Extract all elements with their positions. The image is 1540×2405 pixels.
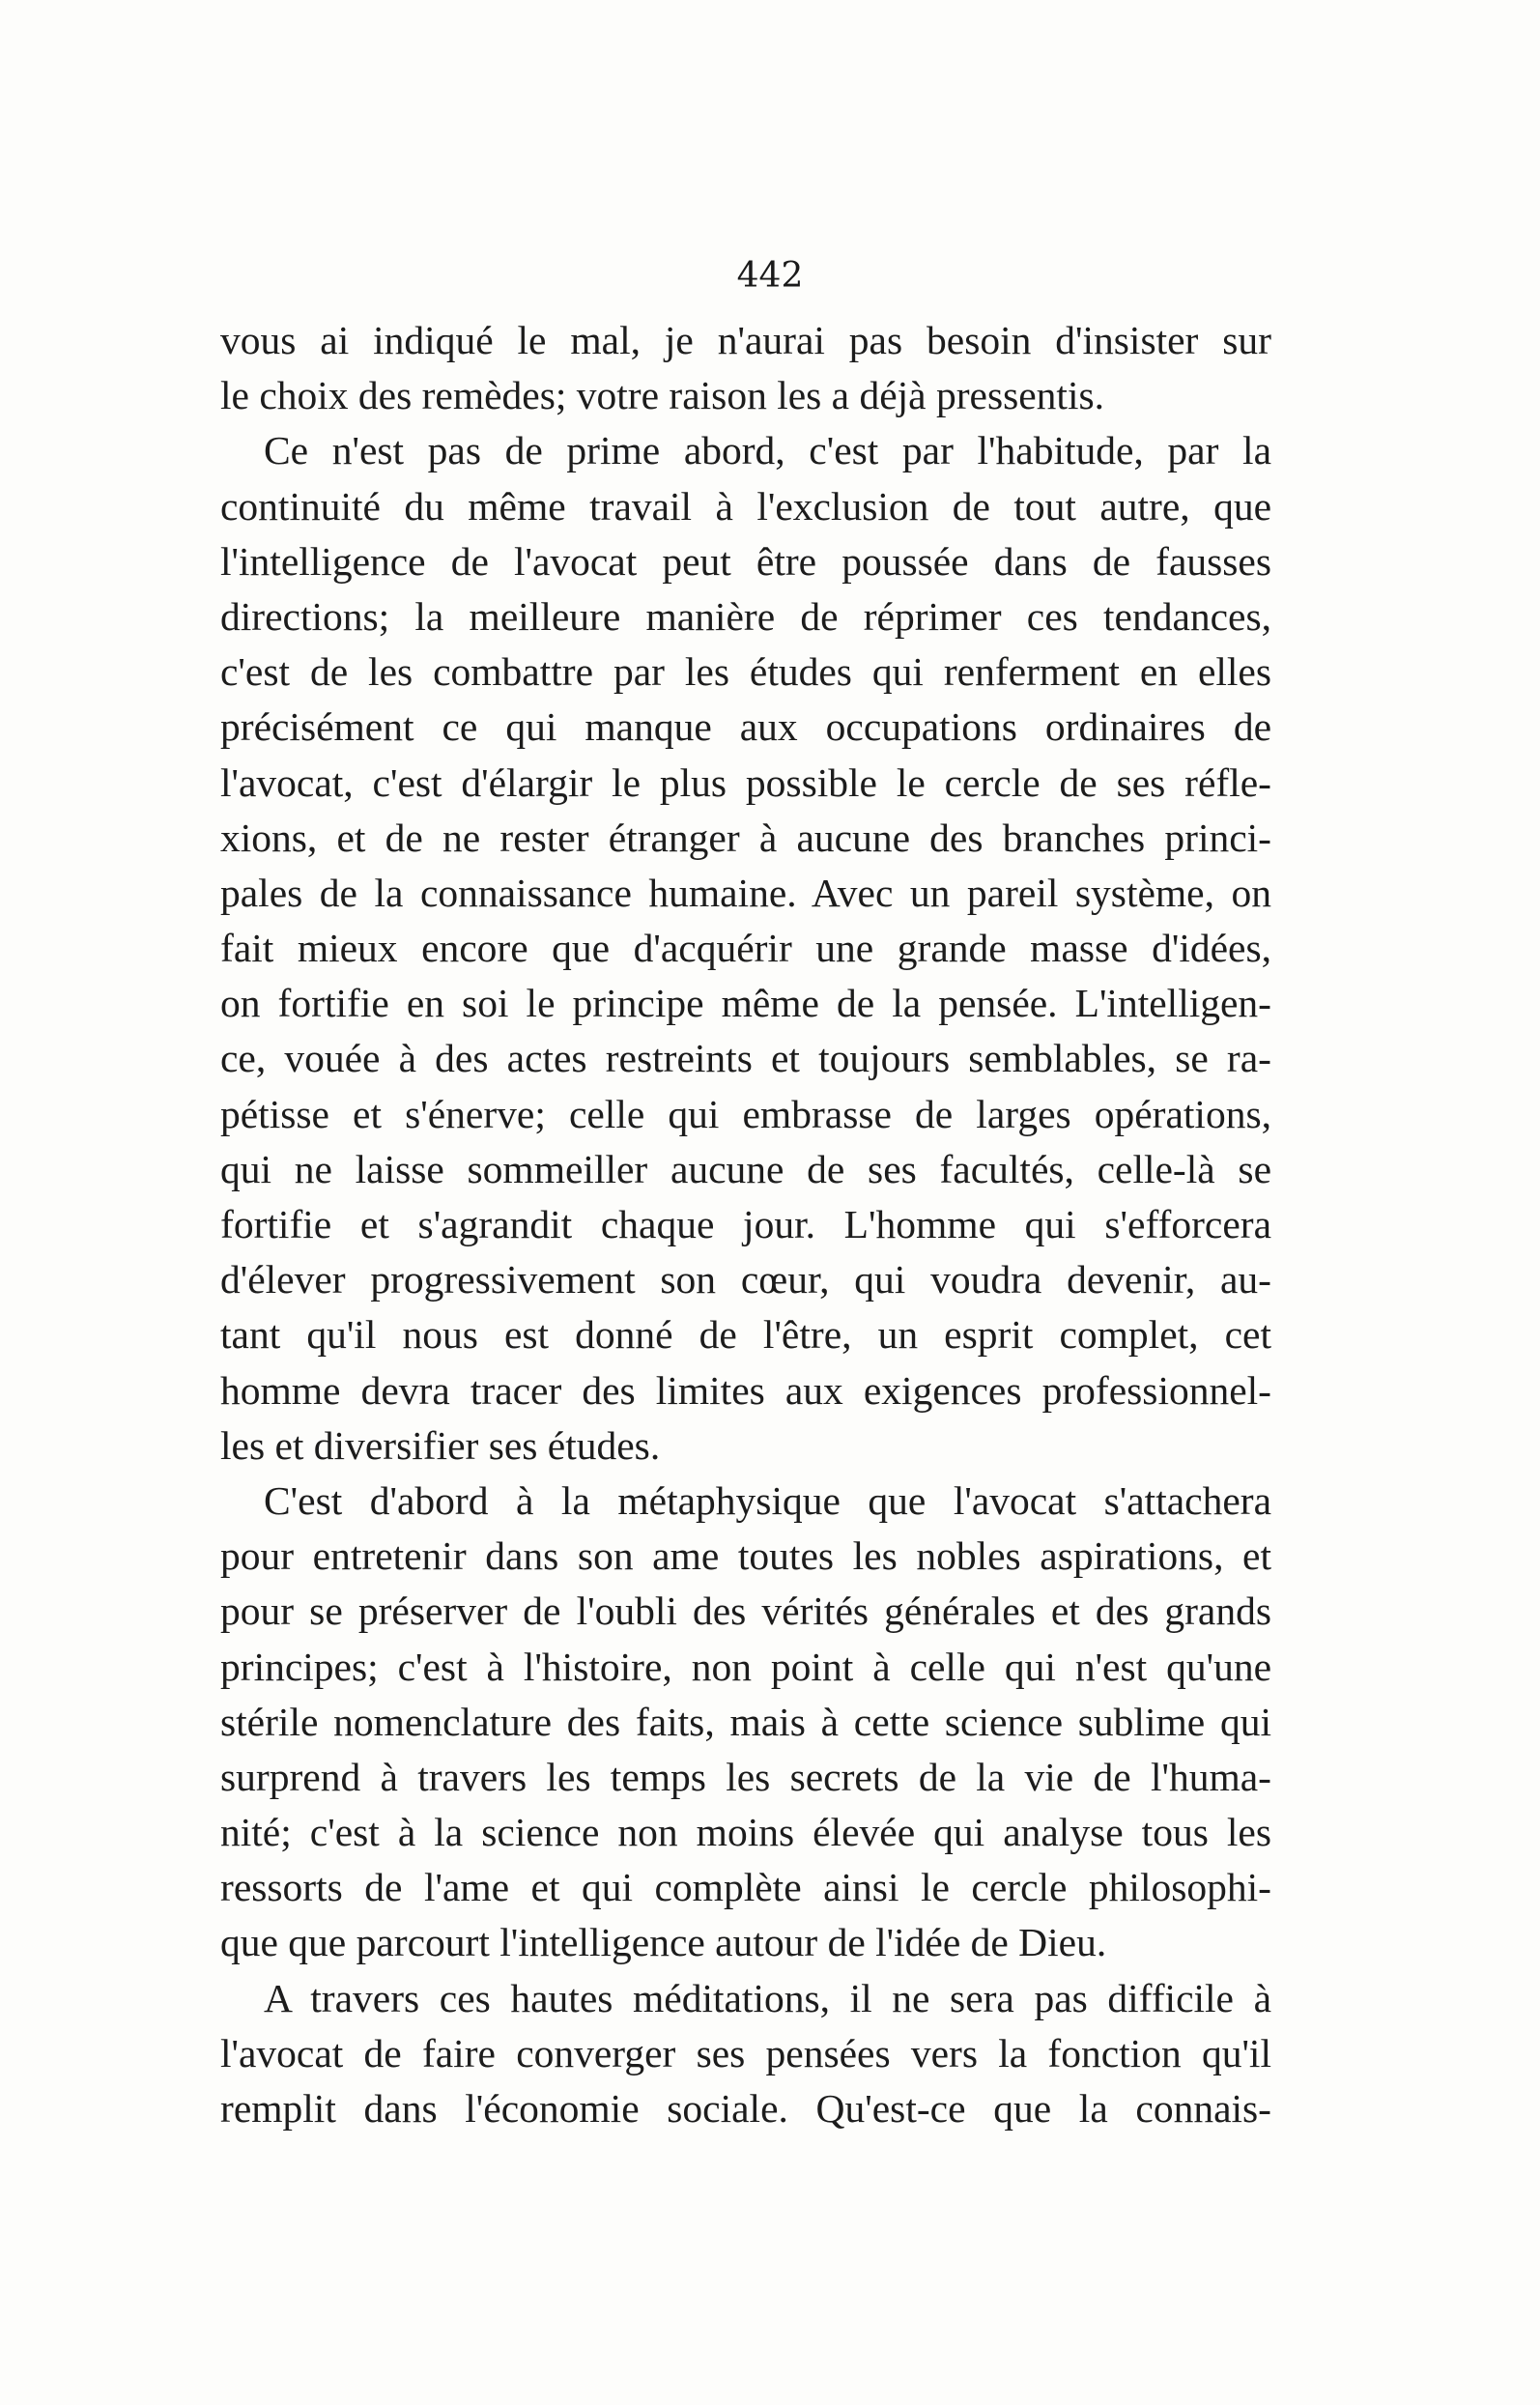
text-line: pétisse et s'énerve; celle qui embrasse de larges opérations, bbox=[220, 1091, 1271, 1136]
paragraph-1 bbox=[220, 313, 1271, 423]
text-line: l'avocat de faire converger ses pensées vers la fonction qu'il bbox=[220, 2030, 1271, 2076]
text-line: on fortifie en soi le principe même de la pensée. L'intelligen- bbox=[220, 981, 1271, 1026]
text-line: que que parcourt l'intelligence autour de l'idée de Dieu. bbox=[220, 1920, 1107, 1965]
text-line: pour entretenir dans son ame toutes les nobles aspirations, et bbox=[220, 1533, 1271, 1579]
text-line: qui ne laisse sommeiller aucune de ses facultés, celle-là se bbox=[220, 1146, 1271, 1191]
text-line: nité; c'est à la science non moins élevée qui analyse tous les bbox=[220, 1810, 1271, 1855]
text-line: continuité du même travail à l'exclusion de tout autre, que bbox=[220, 483, 1271, 529]
text-line: Ce n'est pas de prime abord, c'est par l'habitude, par la bbox=[264, 428, 1271, 473]
text-line: le choix des remèdes; votre raison les a déjà pressentis. bbox=[220, 373, 1105, 418]
page-number: 442 bbox=[736, 256, 804, 296]
text-line: remplit dans l'économie sociale. Qu'est-ce que la connais- bbox=[220, 2086, 1271, 2131]
text-line: ressorts de l'ame et qui complète ainsi le cercle philosophi- bbox=[220, 1865, 1271, 1910]
text-line: les et diversifier ses études. bbox=[220, 1422, 661, 1468]
text-line: ce, vouée à des actes restreints et toujours semblables, se ra- bbox=[220, 1036, 1271, 1081]
text-line: principes; c'est à l'histoire, non point à celle qui n'est qu'une bbox=[220, 1644, 1271, 1689]
text-line: surprend à travers les temps les secrets de la vie de l'huma- bbox=[220, 1754, 1271, 1799]
text-line: l'intelligence de l'avocat peut être poussée dans de fausses bbox=[220, 538, 1271, 584]
text-line: xions, et de ne rester étranger à aucune des branches princi- bbox=[220, 815, 1271, 860]
text-line: précisément ce qui manque aux occupations ordinaires de bbox=[220, 704, 1271, 750]
text-line: fait mieux encore que d'acquérir une grande masse d'idées, bbox=[220, 926, 1271, 971]
text-line: directions; la meilleure manière de réprimer ces tendances, bbox=[220, 593, 1271, 639]
text-line: d'élever progressivement son cœur, qui voudra devenir, au- bbox=[220, 1257, 1271, 1303]
text-line: A travers ces hautes méditations, il ne sera pas difficile à bbox=[264, 1975, 1271, 2020]
text-line: tant qu'il nous est donné de l'être, un esprit complet, cet bbox=[220, 1312, 1271, 1358]
paragraph-3 bbox=[220, 1474, 1271, 1971]
text-line: homme devra tracer des limites aux exigences professionnel- bbox=[220, 1367, 1271, 1413]
text-line: stérile nomenclature des faits, mais à cette science sublime qui bbox=[220, 1699, 1271, 1744]
text-line: C'est d'abord à la métaphysique que l'avocat s'attachera bbox=[264, 1477, 1271, 1523]
text-line: vous ai indiqué le mal, je n'aurai pas besoin d'insister sur bbox=[220, 318, 1271, 362]
text-line: fortifie et s'agrandit chaque jour. L'homme qui s'efforcera bbox=[220, 1202, 1271, 1246]
body-text bbox=[220, 313, 1271, 2136]
text-line: c'est de les combattre par les études qui renferment en elles bbox=[220, 649, 1271, 695]
text-line: l'avocat, c'est d'élargir le plus possible le cercle de ses réfle- bbox=[220, 759, 1271, 805]
paragraph-2 bbox=[220, 423, 1271, 1474]
paragraph-4 bbox=[220, 1971, 1271, 2137]
text-line: pour se préserver de l'oubli des vérités générales et des grands bbox=[220, 1589, 1271, 1634]
text-line: pales de la connaissance humaine. Avec un pareil système, on bbox=[220, 870, 1271, 915]
